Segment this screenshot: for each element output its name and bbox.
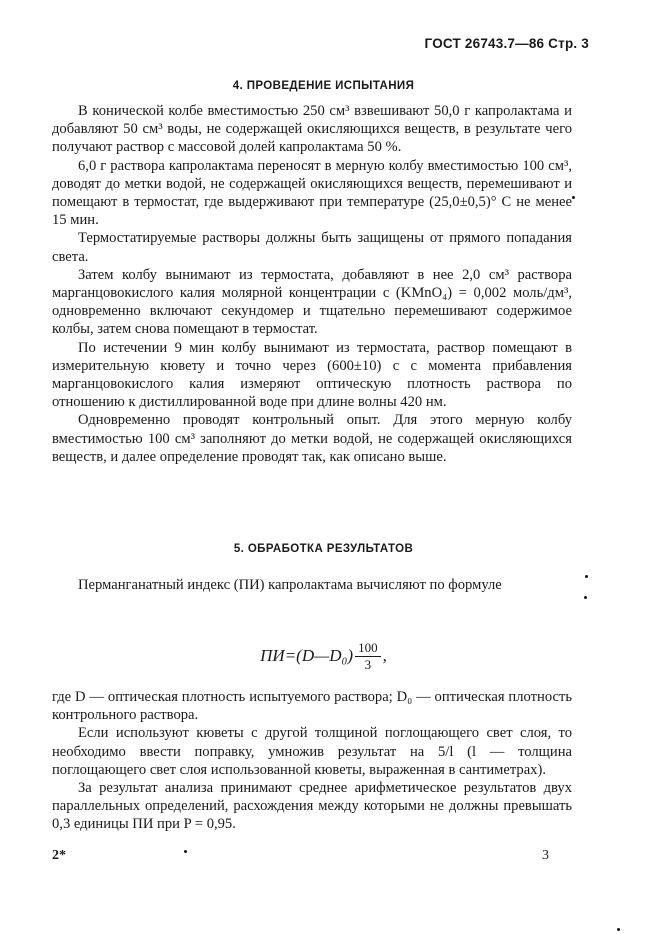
page-header: ГОСТ 26743.7—86 Стр. 3: [424, 36, 589, 51]
formula-fraction: [355, 640, 381, 673]
formula-tail: ,: [382, 646, 387, 665]
section-5-intro: [52, 576, 572, 594]
section-5-body: [52, 688, 572, 834]
paragraph: За результат анализа принимают среднее арифметическое результатов двух параллельных определений, расхождения между которыми не должны превышать 0,3 единицы ПИ при P = 0,95.: [52, 780, 572, 833]
formula: [0, 634, 647, 678]
section-4-body: [52, 102, 572, 466]
scan-speck: [585, 575, 588, 578]
section-5-title: 5. ОБРАБОТКА РЕЗУЛЬТАТОВ: [233, 543, 414, 555]
paragraph: где D — оптическая плотность испытуемого раствора; D₀ — оптическая плотность контрольного раствора.: [52, 689, 572, 724]
scan-speck: [617, 928, 620, 931]
paragraph: В конической колбе вместимостью 250 см³ взвешивают 50,0 г капролактама и добавляют 50 см³ воды, не содержащей окисляющихся веществ, в результате чего получают раствор с массовой долей капролактама 50 %.: [52, 103, 572, 156]
paragraph: Перманганатный индекс (ПИ) капролактама вычисляют по формуле: [78, 577, 502, 593]
paragraph: 6,0 г раствора капролактама переносят в мерную колбу вместимостью 100 см³, доводят до метки водой, не содержащей окисляющихся веществ, перемешивают и помещают в термостат, где выдерживают при температуре (25,0±0,5)° С не менее 15 мин.: [52, 157, 572, 229]
page-signature: 2*: [52, 848, 66, 863]
scan-speck: [584, 596, 587, 599]
paragraph: По истечении 9 мин колбу вынимают из термостата, раствор помещают в измерительную кювету и точно через (600±10) с с момента прибавления марганцовокислого калия измеряют оптическую плотность раствора по отношению к дистиллированной воде при длине волны 420 нм.: [52, 339, 572, 411]
scan-speck: [184, 850, 187, 853]
section-4-title: 4. ПРОВЕДЕНИЕ ИСПЫТАНИЯ: [232, 80, 415, 92]
paragraph: Затем колбу вынимают из термостата, добавляют в нее 2,0 см³ раствора марганцовокислого калия молярной концентрации c (KMnO₄) = 0,002 моль/дм³, одновременно включают секундомер и тщательно перемешивают содержимое колбы, затем снова помещают в термостат.: [52, 266, 572, 338]
paragraph: Одновременно проводят контрольный опыт. Для этого мерную колбу вместимостью 100 см³ заполняют до метки водой, не содержащей окисляющихся веществ, и далее определение проводят так, как описано выше.: [52, 412, 572, 465]
paragraph: Если используют кюветы с другой толщиной поглощающего свет слоя, то необходимо ввести поправку, умножив результат на 5/l (l — толщина поглощающего свет слоя использованной кюветы, выраженная в сантиметрах).: [52, 725, 572, 778]
paragraph: Термостатируемые растворы должны быть защищены от прямого попадания света.: [52, 230, 572, 265]
page-number: 3: [542, 848, 549, 863]
scan-speck: [572, 196, 575, 199]
formula-denominator: 3: [364, 656, 372, 672]
formula-lhs: ПИ=(D—D₀): [260, 646, 354, 665]
formula-numerator: 100: [355, 640, 381, 657]
